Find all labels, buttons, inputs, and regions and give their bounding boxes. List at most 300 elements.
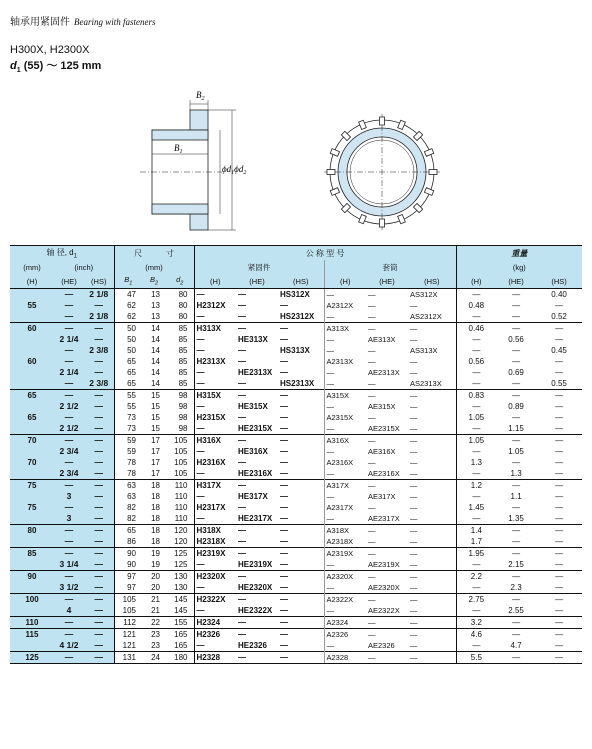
table-cell: — (84, 548, 114, 560)
table-cell: — (555, 514, 564, 523)
table-cell: A2312X (324, 300, 366, 311)
table-cell: — (54, 412, 84, 423)
table-cell: H2318X (194, 536, 236, 548)
table-cell: — (536, 525, 582, 537)
table-cell: 3.2 (456, 617, 496, 629)
table-cell: — (408, 548, 456, 560)
table-cell: HS313X (280, 346, 310, 355)
table-cell: — (366, 435, 408, 447)
table-cell: 4 1/2 (54, 640, 84, 652)
table-cell: 0.46 (456, 323, 496, 335)
table-cell: 22 (142, 617, 166, 629)
table-cell: 17 (142, 435, 166, 447)
table-cell: HS312X (278, 289, 324, 301)
table-cell: — (280, 413, 288, 422)
table-cell: H2319X (194, 548, 236, 560)
table-cell: — (236, 629, 278, 641)
table-cell: — (280, 641, 288, 650)
table-cell: — (324, 468, 366, 480)
header-col-he-shaft: (HE) (54, 274, 84, 289)
table-cell: 110 (174, 514, 188, 523)
table-cell: 80 (178, 301, 188, 310)
table-cell (10, 334, 54, 345)
table-cell: 15 (142, 390, 166, 402)
table-cell: 1.35 (508, 514, 524, 523)
header-col-hs-weight: (HS) (536, 274, 582, 289)
table-cell: — (536, 629, 582, 641)
table-cell: HE2326 (238, 641, 267, 650)
table-cell: 5.5 (456, 652, 496, 664)
table-cell: A2326 (324, 629, 366, 641)
table-cell: — (555, 335, 564, 344)
table-cell: — (366, 594, 408, 606)
table-cell: — (84, 594, 114, 606)
table-cell: — (236, 480, 278, 492)
table-cell: — (324, 367, 366, 378)
table-cell: — (324, 446, 366, 457)
table-cell: — (278, 435, 324, 447)
size-range (10, 57, 101, 74)
table-cell (10, 640, 54, 652)
table-cell (10, 605, 54, 617)
table-cell: — (496, 289, 536, 301)
table-cell: — (512, 357, 521, 366)
table-cell: — (84, 652, 114, 664)
table-cell: 2.75 (456, 594, 496, 606)
table-cell (10, 446, 54, 457)
table-cell: — (84, 502, 114, 513)
locknut-front-drawing (324, 114, 440, 230)
table-cell: — (512, 503, 521, 512)
table-cell: A2328 (324, 652, 366, 664)
header-shaft-diameter: 轴 径, $d_1$ (10, 246, 114, 261)
table-cell: — (280, 447, 288, 456)
table-cell: AE2322X (368, 606, 400, 615)
table-cell: H2315X (194, 412, 236, 423)
table-cell: — (496, 594, 536, 606)
table-cell: 86 (114, 536, 142, 548)
table-cell: 1.95 (456, 548, 496, 560)
table-cell: — (236, 617, 278, 629)
table-cell: 1.05 (456, 435, 496, 447)
table-cell: 3 1/4 (54, 559, 84, 571)
table-cell: 105 (114, 605, 142, 617)
table-cell: — (54, 652, 84, 664)
table-cell: — (496, 617, 536, 629)
table-cell: — (238, 503, 246, 512)
table-cell: — (456, 334, 496, 345)
table-cell: — (366, 548, 408, 560)
table-cell: — (555, 560, 564, 569)
table-cell: A2313X (324, 356, 366, 367)
header-weight: 重量 (456, 246, 582, 261)
header-col-h-sleeve: (H) (324, 274, 366, 289)
table-cell: — (54, 390, 84, 402)
table-cell (10, 513, 54, 525)
table-cell: 110 (174, 492, 188, 501)
table-cell: 65 (114, 367, 142, 378)
table-cell: — (278, 571, 324, 583)
table-cell: — (84, 457, 114, 468)
table-cell: 82 (114, 502, 142, 513)
range-text: (55) ～ 125 mm (20, 60, 102, 72)
table-cell: 125 (166, 548, 194, 560)
table-cell: — (512, 413, 521, 422)
table-cell: 13 (142, 289, 166, 301)
table-row (10, 617, 582, 629)
table-cell: A317X (324, 480, 366, 492)
table-cell: — (555, 424, 564, 433)
table-cell: — (536, 571, 582, 583)
table-cell: HE2315X (238, 424, 273, 433)
table-cell: — (410, 503, 418, 512)
table-cell: 14 (151, 379, 160, 388)
table-cell: 15 (151, 402, 160, 411)
table-cell: — (278, 629, 324, 641)
table-cell: 70 (10, 435, 54, 447)
table-cell: — (408, 435, 456, 447)
table-row (10, 323, 582, 335)
technical-drawings (0, 88, 592, 238)
table-cell: — (84, 334, 114, 345)
table-cell: 3 (54, 491, 84, 502)
table-cell: — (280, 357, 288, 366)
table-cell: — (54, 536, 84, 548)
table-cell: 0.52 (551, 312, 567, 321)
table-cell: — (280, 503, 288, 512)
table-cell: 65 (10, 390, 54, 402)
table-cell: 14 (151, 335, 160, 344)
table-cell: — (536, 480, 582, 492)
table-cell: 63 (114, 480, 142, 492)
table-cell: — (238, 301, 246, 310)
table-cell: 90 (10, 571, 54, 583)
table-row (10, 548, 582, 560)
table-cell: — (496, 571, 536, 583)
table-cell: — (496, 652, 536, 664)
table-cell: 60 (10, 356, 54, 367)
table-cell: A2320X (324, 571, 366, 583)
table-cell: 1.3 (510, 469, 522, 478)
table-cell: 80 (166, 289, 194, 301)
table-row (10, 502, 582, 513)
table-cell: 125 (10, 652, 54, 664)
table-cell: — (456, 513, 496, 525)
table-cell: AE316X (368, 447, 396, 456)
table-cell: — (410, 583, 418, 592)
table-cell: A2317X (324, 502, 366, 513)
table-cell: HE2319X (238, 560, 273, 569)
table-cell: A318X (324, 525, 366, 537)
table-cell: — (194, 605, 236, 617)
table-cell: 4.7 (510, 641, 522, 650)
table-cell: — (366, 323, 408, 335)
table-cell: — (408, 571, 456, 583)
table-cell: 70 (10, 457, 54, 468)
header-col-he-weight: (HE) (496, 274, 536, 289)
table-cell: — (324, 640, 366, 652)
table-cell: H316X (194, 435, 236, 447)
table-cell: — (408, 390, 456, 402)
table-cell: 21 (151, 606, 160, 615)
header-col-h-shaft: (H) (10, 274, 54, 289)
table-row (10, 311, 582, 323)
table-cell: 105 (174, 458, 188, 467)
table-cell: 2 3/4 (54, 446, 84, 457)
locknut-slot (327, 170, 335, 175)
table-cell: 2 3/8 (84, 378, 114, 390)
table-cell: 112 (114, 617, 142, 629)
table-cell: — (408, 525, 456, 537)
table-cell: 1.2 (456, 480, 496, 492)
table-cell: — (84, 525, 114, 537)
table-cell: — (278, 480, 324, 492)
table-cell: HE315X (238, 402, 268, 411)
table-cell: 3 1/2 (54, 582, 84, 594)
table-cell: — (324, 345, 366, 356)
table-cell: — (366, 525, 408, 537)
table-cell: A2322X (324, 594, 366, 606)
table-cell: 85 (178, 335, 188, 344)
table-row (10, 390, 582, 402)
table-row (10, 536, 582, 548)
table-cell: 65 (114, 378, 142, 390)
table-cell: H2316X (194, 457, 236, 468)
label-b2: $B_2$ (196, 90, 205, 102)
table-cell: 85 (178, 357, 188, 366)
table-cell: 59 (114, 446, 142, 457)
header-col-d2: $d_2$ (166, 274, 194, 289)
table-cell: 120 (174, 537, 188, 546)
table-cell: — (84, 640, 114, 652)
table-cell: 165 (166, 629, 194, 641)
header-col-he-sleeve: (HE) (366, 274, 408, 289)
table-cell: AE2319X (368, 560, 400, 569)
table-cell: H317X (194, 480, 236, 492)
table-cell: HE2317X (238, 514, 273, 523)
table-cell: — (84, 582, 114, 594)
table-cell: 110 (166, 480, 194, 492)
table-cell: — (84, 300, 114, 311)
table-cell: 65 (114, 356, 142, 367)
table-cell: — (194, 345, 236, 356)
range-sub: 1 (16, 67, 21, 75)
table-row (10, 446, 582, 457)
table-row (10, 435, 582, 447)
table-cell: 14 (142, 323, 166, 335)
table-cell: — (555, 606, 564, 615)
table-cell: — (456, 446, 496, 457)
table-cell: 98 (166, 390, 194, 402)
table-cell: — (410, 424, 418, 433)
table-cell: — (280, 424, 288, 433)
table-cell: — (324, 559, 366, 571)
table-cell: H2326 (194, 629, 236, 641)
table-cell: 121 (114, 629, 142, 641)
table-row (10, 345, 582, 356)
table-cell: 105 (166, 435, 194, 447)
table-cell: — (555, 469, 564, 478)
table-cell: — (54, 311, 84, 323)
table-cell: — (555, 641, 564, 650)
table-cell: — (236, 571, 278, 583)
table-cell: — (280, 583, 288, 592)
table-cell: 13 (151, 301, 160, 310)
table-row (10, 378, 582, 390)
table-cell: 165 (174, 641, 188, 650)
table-cell: 59 (114, 435, 142, 447)
table-cell: — (496, 548, 536, 560)
table-cell: 1.7 (456, 536, 496, 548)
range-symbol: d (10, 60, 17, 72)
table-cell: 105 (174, 469, 188, 478)
table-cell: 1.4 (456, 525, 496, 537)
table-row (10, 289, 582, 301)
table-cell: — (278, 617, 324, 629)
table-cell: 105 (114, 594, 142, 606)
title-chinese: 轴承用紧固件 (10, 17, 70, 28)
table-cell: — (280, 458, 288, 467)
table-cell: — (84, 536, 114, 548)
table-cell: 18 (151, 514, 160, 523)
table-cell: — (324, 513, 366, 525)
table-cell: 98 (178, 424, 188, 433)
table-cell: — (456, 582, 496, 594)
table-row (10, 491, 582, 502)
table-cell: — (324, 582, 366, 594)
table-cell: 23 (151, 641, 160, 650)
table-cell: 73 (114, 423, 142, 435)
table-cell: — (496, 480, 536, 492)
table-cell: 78 (114, 457, 142, 468)
table-cell: — (408, 629, 456, 641)
table-row (10, 629, 582, 641)
table-cell: — (512, 537, 521, 546)
table-row (10, 605, 582, 617)
table-cell: — (512, 301, 521, 310)
table-cell: — (410, 560, 418, 569)
table-row (10, 525, 582, 537)
table-cell: H2320X (194, 571, 236, 583)
table-cell: 90 (114, 548, 142, 560)
table-cell: 110 (174, 503, 188, 512)
table-row (10, 401, 582, 412)
table-cell: HE2316X (238, 469, 273, 478)
table-cell: 131 (114, 652, 142, 664)
table-cell: 18 (151, 492, 160, 501)
table-cell: 18 (142, 480, 166, 492)
table-row (10, 412, 582, 423)
table-cell: — (236, 323, 278, 335)
table-cell: — (278, 594, 324, 606)
table-cell: — (194, 468, 236, 480)
table-cell: 130 (166, 571, 194, 583)
header-col-hs-fast: (HS) (278, 274, 324, 289)
table-cell: 0.45 (551, 346, 567, 355)
locknut-slot (380, 219, 385, 227)
table-cell: — (54, 571, 84, 583)
table-cell: — (496, 629, 536, 641)
header-unit-mm-dims: (mm) (114, 260, 194, 274)
table-cell: — (555, 368, 564, 377)
table-cell: 13 (151, 312, 160, 321)
table-cell: 125 (174, 560, 188, 569)
table-cell: — (236, 548, 278, 560)
table-cell: — (54, 378, 84, 390)
table-cell: 75 (10, 502, 54, 513)
table-row (10, 480, 582, 492)
table-cell: 121 (114, 640, 142, 652)
table-cell: — (368, 312, 376, 321)
table-cell: — (555, 413, 564, 422)
table-cell: — (84, 559, 114, 571)
table-cell: 4 (54, 605, 84, 617)
table-cell: — (280, 514, 288, 523)
table-cell: — (410, 301, 418, 310)
table-cell: — (410, 357, 418, 366)
table-cell: HE2322X (238, 606, 273, 615)
table-cell: 4.6 (456, 629, 496, 641)
table-cell: 98 (178, 413, 188, 422)
table-cell: 145 (174, 606, 188, 615)
table-cell: 18 (151, 503, 160, 512)
table-cell: — (456, 401, 496, 412)
table-row (10, 582, 582, 594)
table-cell: — (238, 458, 246, 467)
table-cell: — (236, 594, 278, 606)
table-cell: 2 1/2 (54, 423, 84, 435)
table-cell: — (54, 548, 84, 560)
table-cell: A2318X (324, 536, 366, 548)
table-cell: — (194, 401, 236, 412)
table-cell: — (410, 514, 418, 523)
table-cell: AE315X (368, 402, 396, 411)
table-cell: H315X (194, 390, 236, 402)
table-cell: — (84, 491, 114, 502)
table-cell: — (84, 513, 114, 525)
table-cell (10, 378, 54, 390)
table-cell: — (456, 559, 496, 571)
table-cell: — (280, 537, 288, 546)
table-cell: — (238, 413, 246, 422)
table-cell: — (555, 357, 564, 366)
table-cell: A315X (324, 390, 366, 402)
header-sleeve: 套筒 (324, 260, 456, 274)
table-cell: 14 (151, 368, 160, 377)
table-cell: — (410, 537, 418, 546)
table-cell: 20 (142, 571, 166, 583)
table-cell: 80 (10, 525, 54, 537)
table-cell: 55 (114, 390, 142, 402)
table-cell: — (84, 446, 114, 457)
table-cell: — (278, 323, 324, 335)
table-cell: 0.83 (456, 390, 496, 402)
table-cell: — (84, 356, 114, 367)
table-cell: 62 (114, 300, 142, 311)
table-cell: AE2326 (368, 641, 395, 650)
table-cell: 50 (114, 334, 142, 345)
table-cell: — (456, 605, 496, 617)
table-cell: — (236, 289, 278, 301)
table-cell: 15 (151, 424, 160, 433)
table-cell: — (512, 312, 521, 321)
table-cell: — (456, 640, 496, 652)
table-cell: 3 (54, 513, 84, 525)
table-cell: 14 (151, 357, 160, 366)
table-cell: — (456, 367, 496, 378)
table-row (10, 594, 582, 606)
table-cell: — (512, 346, 521, 355)
